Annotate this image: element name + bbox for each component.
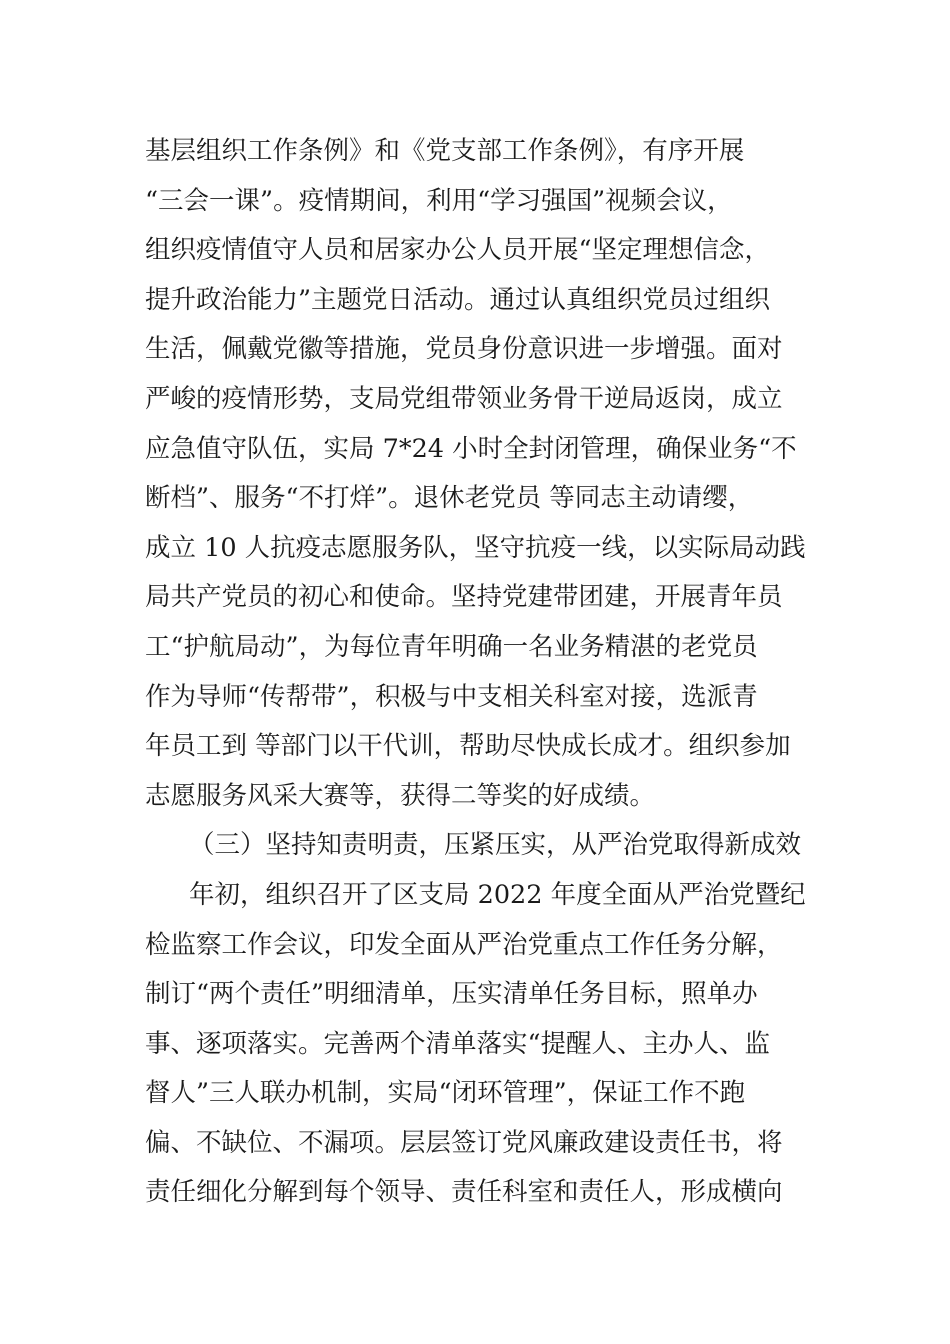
text-line: “三会一课”。疫情期间，利用“学习强国”视频会议， [145, 185, 733, 216]
text-line: 作为导师“传帮带”，积极与中支相关科室对接，选派青 [145, 681, 758, 712]
text-line: 组织疫情值守人员和居家办公人员开展“坚定理想信念， [145, 235, 771, 266]
text-line: 基层组织工作条例》和《党支部工作条例》，有序开展 [145, 136, 745, 166]
text-line: 成立 10 人抗疫志愿服务队，坚守抗疫一线，以实际局动践 [145, 532, 806, 563]
text-line: 提升政治能力”主题党日活动。通过认真组织党员过组织 [145, 284, 771, 315]
text-line: 督人”三人联办机制，实局“闭环管理”，保证工作不跑 [145, 1078, 746, 1109]
text-line: 局共产党员的初心和使命。坚持党建带团建，开展青年员 [145, 582, 783, 613]
text-line: 断档”、服务“不打烊”。退休老党员 等同志主动请缨， [145, 483, 754, 514]
section-heading: （三）坚持知责明责，压紧压实，从严治党取得新成效 [189, 830, 802, 861]
text-line: 制订“两个责任”明细清单，压实清单任务目标，照单办 [145, 979, 758, 1010]
body-text [145, 127, 810, 1218]
text-line: 检监察工作会议，印发全面从严治党重点工作任务分解， [145, 929, 783, 960]
text-line: 工“护航局动”，为每位青年明确一名业务精湛的老党员 [145, 631, 758, 662]
text-line: 严峻的疫情形势，支局党组带领业务骨干逆局返岗，成立 [145, 383, 783, 414]
text-line: 生活，佩戴党徽等措施，党员身份意识进一步增强。面对 [145, 334, 783, 365]
text-line: 责任细化分解到每个领导、责任科室和责任人，形成横向 [145, 1177, 783, 1208]
text-line: 年员工到 等部门以干代训，帮助尽快成长成才。组织参加 [145, 731, 791, 762]
text-line: 偏、不缺位、不漏项。层层签订党风廉政建设责任书，将 [145, 1127, 783, 1158]
text-line: 应急值守队伍，实局 7*24 小时全封闭管理，确保业务“不 [145, 433, 797, 464]
text-line: 志愿服务风采大赛等，获得二等奖的好成绩。 [145, 780, 656, 811]
text-line: 事、逐项落实。完善两个清单落实“提醒人、主办人、监 [145, 1028, 771, 1059]
paragraph-first-line: 年初，组织召开了区支局 2022 年度全面从严治党暨纪 [189, 879, 806, 910]
